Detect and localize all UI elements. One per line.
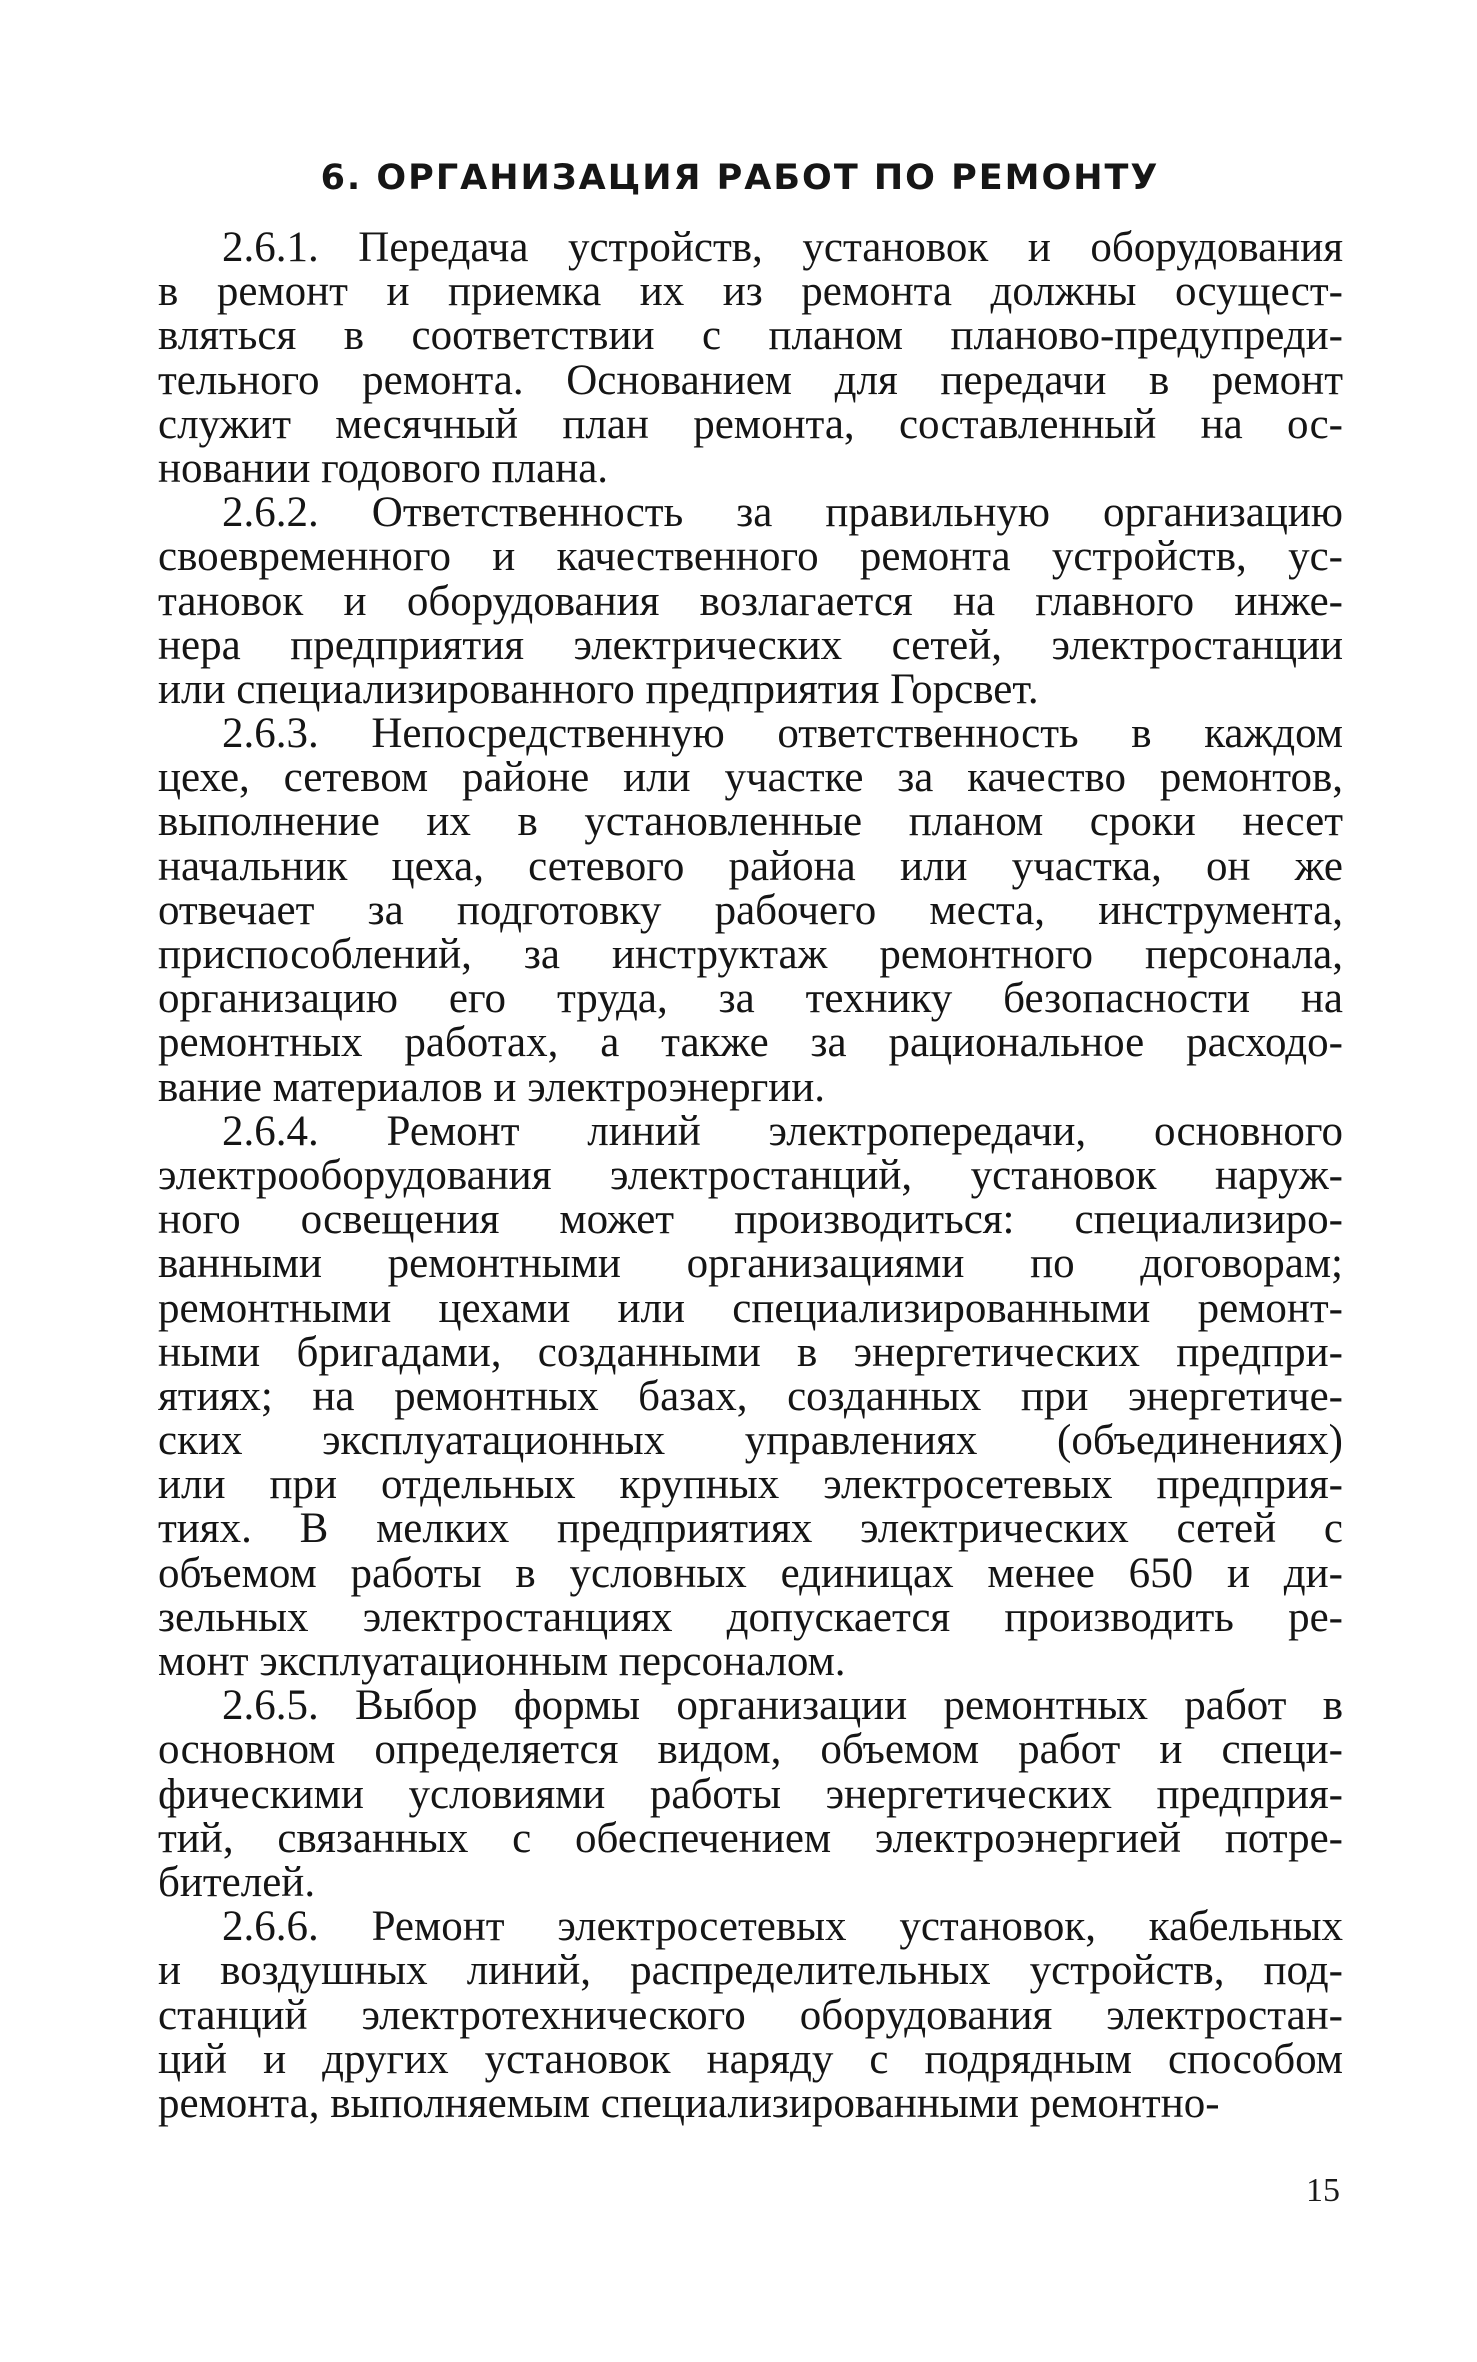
text-line: ремонтных работах, а также за рациональное расходо- <box>158 1019 1343 1067</box>
text-line: ремонта, выполняемым специализированными ремонтно- <box>158 2079 1220 2127</box>
text-line: станций электротехнического оборудования электростан- <box>158 1991 1343 2039</box>
text-line: зельных электростанциях допускается производить ре- <box>158 1593 1343 1641</box>
text-line: 2.6.2. Ответственность за правильную организацию <box>222 489 1343 537</box>
text-line: приспособлений, за инструктаж ремонтного персонала, <box>158 931 1343 978</box>
text-line: монт эксплуатационным персоналом. <box>158 1638 846 1685</box>
text-line: ремонтными цехами или специализированными ремонт- <box>158 1284 1343 1332</box>
text-line: своевременного и качественного ремонта устройств, ус- <box>158 533 1343 581</box>
text-line: отвечает за подготовку рабочего места, инструмента, <box>158 886 1343 934</box>
text-line: 2.6.3. Непосредственную ответственность в каждом <box>222 710 1343 758</box>
text-line: фическими условиями работы энергетических предприя- <box>158 1770 1343 1818</box>
paragraph-5 <box>158 1684 1343 1905</box>
text-line: нера предприятия электрических сетей, электростанции <box>158 621 1343 669</box>
text-line: ских эксплуатационных управлениях (объединениях) <box>158 1417 1343 1465</box>
text-line: ций и других установок наряду с подрядным способом <box>158 2035 1343 2083</box>
text-line: тий, связанных с обеспечением электроэнергией потре- <box>158 1814 1343 1862</box>
text-line: электрооборудования электростанций, установок наруж- <box>158 1151 1343 1199</box>
text-line: выполнение их в установленные планом сроки несет <box>158 798 1343 846</box>
text-line: цехе, сетевом районе или участке за качество ремонтов, <box>158 754 1343 802</box>
text-line: тельного ремонта. Основанием для передачи в ремонт <box>158 356 1343 404</box>
page-number: 15 <box>1306 2172 1340 2209</box>
text-line: или при отдельных крупных электросетевых предприя- <box>158 1461 1343 1509</box>
text-line: объемом работы в условных единицах менее 650 и ди- <box>158 1549 1343 1597</box>
text-line: организацию его труда, за технику безопасности на <box>158 975 1343 1023</box>
text-line: или специализированного предприятия Горсвет. <box>158 665 1039 713</box>
text-line: вляться в соответствии с планом планово-предупреди- <box>158 312 1343 360</box>
text-line: тиях. В мелких предприятиях электрических сетей с <box>158 1505 1343 1553</box>
paragraph-3 <box>158 712 1343 1110</box>
paragraph-6 <box>158 1905 1343 2126</box>
paragraph-1 <box>158 226 1343 491</box>
text-line: новании годового плана. <box>158 444 609 492</box>
text-line: в ремонт и приемка их из ремонта должны осущест- <box>158 268 1343 316</box>
text-line: тановок и оборудования возлагается на главного инже- <box>158 577 1343 625</box>
text-line: и воздушных линий, распределительных устройств, под- <box>158 1947 1343 1995</box>
text-line: 2.6.1. Передача устройств, установок и оборудования <box>222 224 1343 271</box>
text-line: служит месячный план ремонта, составленный на ос- <box>158 400 1343 448</box>
text-line: бителей. <box>158 1858 316 1906</box>
text-line: начальник цеха, сетевого района или участка, он же <box>158 842 1343 890</box>
text-line: ного освещения может производиться: специализиро- <box>158 1196 1343 1244</box>
text-line: 2.6.6. Ремонт электросетевых установок, кабельных <box>222 1903 1343 1951</box>
text-line: 2.6.4. Ремонт линий электропередачи, основного <box>222 1107 1343 1155</box>
document-body <box>158 226 1343 2126</box>
paragraph-2 <box>158 491 1343 712</box>
text-line: ванными ремонтными организациями по договорам; <box>158 1240 1343 1288</box>
text-line: ятиях; на ремонтных базах, созданных при энергетиче- <box>158 1372 1343 1420</box>
text-line: вание материалов и электроэнергии. <box>158 1063 826 1111</box>
paragraph-4 <box>158 1107 1343 1685</box>
text-line: ными бригадами, созданными в энергетических предпри- <box>158 1328 1343 1376</box>
section-heading: 6. ОРГАНИЗАЦИЯ РАБОТ ПО РЕМОНТУ <box>320 158 1160 198</box>
text-line: основном определяется видом, объемом работ и специ- <box>158 1726 1343 1774</box>
text-line: 2.6.5. Выбор формы организации ремонтных работ в <box>222 1682 1343 1730</box>
